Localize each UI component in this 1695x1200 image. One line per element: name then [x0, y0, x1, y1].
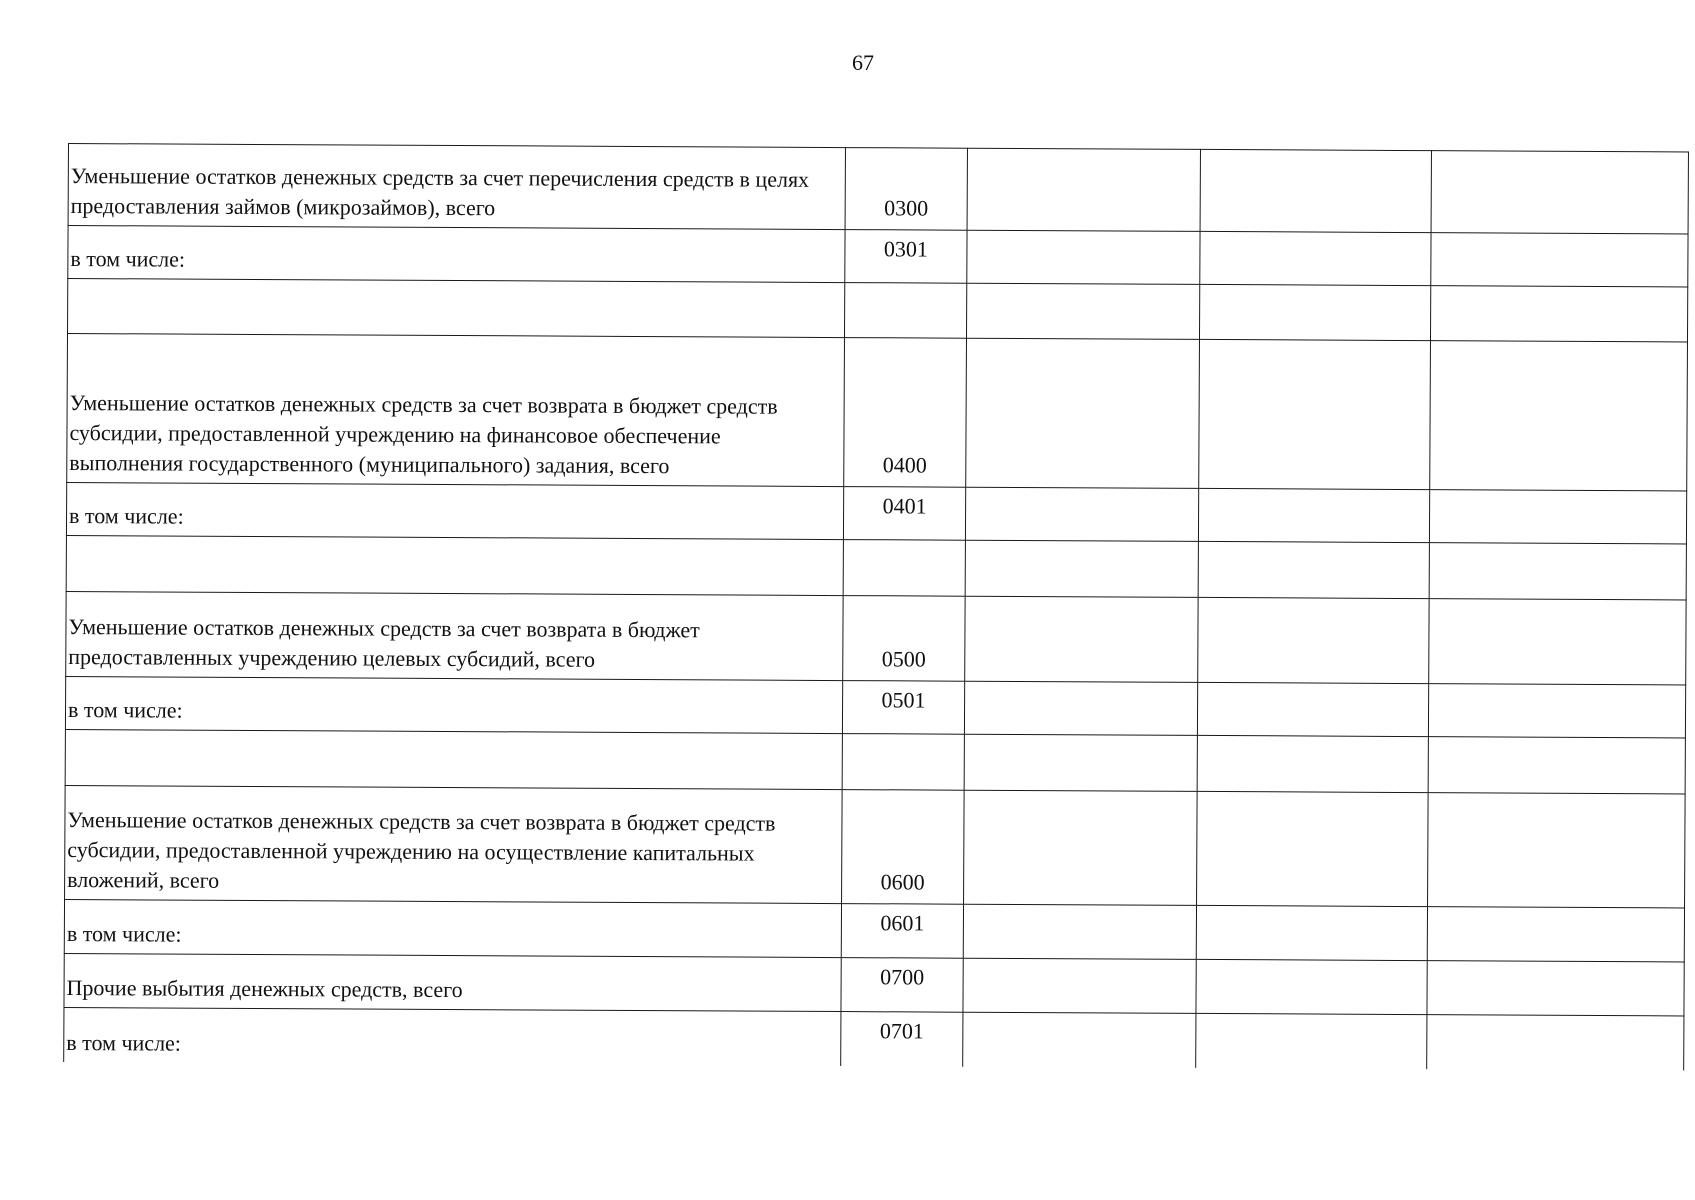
value-cell	[1429, 490, 1686, 544]
row-description: Уменьшение остатков денежных средств за счет перечисления средств в целях предоставления займов (микрозаймов), всего	[68, 144, 845, 230]
value-cell	[1428, 684, 1685, 738]
value-cell	[963, 958, 1196, 1013]
row-code: 0500	[843, 596, 965, 682]
value-cell	[1427, 1015, 1684, 1070]
table-row	[66, 591, 1686, 684]
row-code: 0700	[841, 958, 963, 1013]
value-cell	[966, 338, 1200, 488]
row-code: 0601	[841, 904, 963, 959]
row-code: 0501	[842, 681, 964, 735]
value-cell	[1199, 284, 1430, 340]
row-code: 0301	[845, 230, 967, 284]
table-row	[68, 226, 1688, 287]
value-cell	[1427, 961, 1684, 1016]
value-cell	[1430, 341, 1688, 491]
row-description	[68, 279, 845, 338]
table-row	[68, 279, 1688, 342]
value-cell	[1197, 682, 1428, 736]
value-cell	[1198, 541, 1429, 598]
table-row	[64, 953, 1684, 1015]
row-code: 0401	[843, 487, 965, 541]
value-cell	[1200, 231, 1431, 285]
row-description	[65, 729, 842, 789]
row-code	[842, 734, 964, 791]
row-description: Прочие выбытия денежных средств, всего	[64, 953, 841, 1011]
value-cell	[963, 1012, 1196, 1067]
row-code: 0701	[841, 1012, 963, 1067]
value-cell	[965, 487, 1198, 541]
value-cell	[965, 596, 1198, 682]
row-description: в том числе:	[64, 1007, 841, 1065]
table-row	[66, 482, 1686, 543]
row-description: в том числе:	[64, 899, 841, 957]
value-cell	[1428, 793, 1686, 908]
row-description: Уменьшение остатков денежных средств за счет возврата в бюджет предоставленных учреждению целевых субсидий, всего	[66, 591, 843, 680]
row-description: в том числе:	[68, 226, 845, 283]
value-cell	[1199, 339, 1431, 489]
row-code	[843, 540, 965, 597]
value-cell	[963, 904, 1196, 959]
table-row	[64, 899, 1684, 961]
row-description: в том числе:	[65, 676, 842, 733]
table-row	[64, 1007, 1684, 1069]
row-code: 0300	[845, 148, 967, 231]
value-cell	[1429, 599, 1686, 685]
value-cell	[1427, 907, 1684, 962]
table-row	[67, 334, 1688, 491]
table-row	[65, 676, 1685, 737]
row-code: 0400	[844, 338, 967, 488]
value-cell	[967, 148, 1200, 231]
report-sheet	[63, 143, 1688, 1070]
value-cell	[1197, 791, 1429, 906]
table-row	[68, 144, 1688, 234]
cash-disposal-table	[63, 143, 1689, 1070]
row-description: в том числе:	[66, 482, 843, 539]
row-code: 0600	[842, 790, 965, 905]
value-cell	[1430, 286, 1687, 342]
value-cell	[1196, 959, 1427, 1014]
table-row	[66, 535, 1686, 599]
value-cell	[1196, 905, 1427, 960]
row-description: Уменьшение остатков денежных средств за счет возврата в бюджет средств субсидии, предоставленной учреждению на осуществление капитальных вложений, всего	[65, 785, 843, 903]
value-cell	[1429, 543, 1686, 600]
value-cell	[964, 681, 1197, 735]
value-cell	[1431, 151, 1688, 234]
value-cell	[1198, 597, 1429, 683]
value-cell	[967, 230, 1200, 284]
table-row	[65, 785, 1686, 907]
row-code	[844, 283, 966, 339]
value-cell	[1431, 233, 1688, 287]
value-cell	[1198, 488, 1429, 542]
value-cell	[1197, 735, 1428, 792]
value-cell	[964, 734, 1197, 791]
table-row	[65, 729, 1685, 793]
page-number: 67	[852, 50, 874, 75]
value-cell	[1200, 149, 1431, 232]
value-cell	[1196, 1013, 1427, 1068]
value-cell	[965, 540, 1198, 597]
row-description: Уменьшение остатков денежных средств за счет возврата в бюджет средств субсидии, предоставленной учреждению на финансовое обеспечение выполнения государственного (муниципального) задания, всего	[67, 334, 845, 487]
value-cell	[1428, 737, 1685, 794]
value-cell	[966, 283, 1199, 339]
value-cell	[964, 790, 1198, 905]
row-description	[66, 535, 843, 595]
